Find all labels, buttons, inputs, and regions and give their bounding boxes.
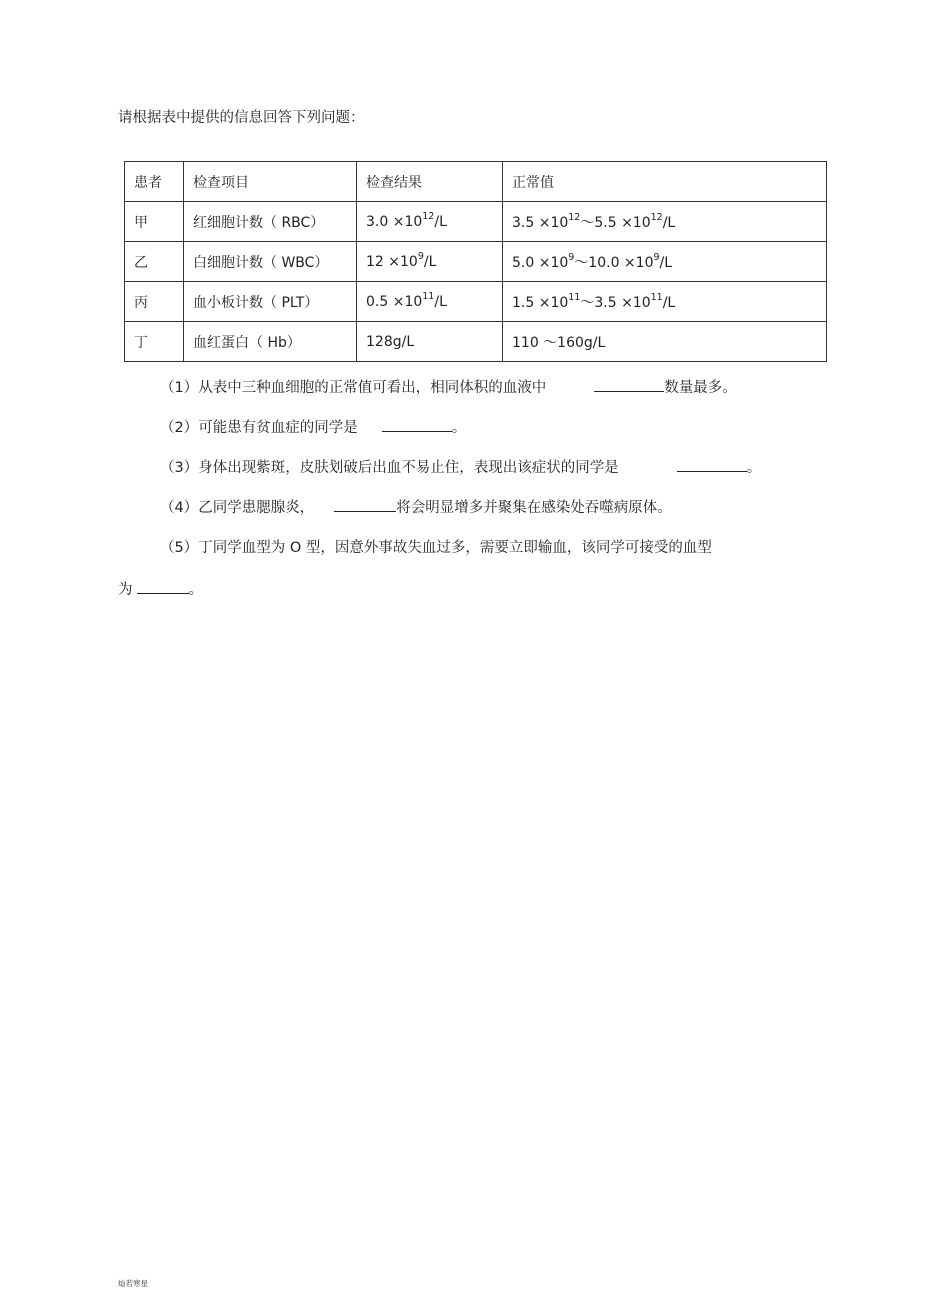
normal-unit: /L bbox=[662, 294, 676, 311]
normal-high-exponent: 12 bbox=[650, 211, 663, 223]
normal-low-base: 3.5 ×10 bbox=[512, 214, 569, 231]
result-exponent: 12 bbox=[422, 210, 435, 222]
normal-unit: /L bbox=[659, 254, 673, 271]
header-normal: 正常值 bbox=[503, 162, 827, 202]
normal-high-base: ～5.5 ×10 bbox=[580, 214, 651, 231]
result-cell: 128g/L bbox=[357, 322, 503, 362]
result-unit: /L bbox=[434, 293, 447, 310]
patient-cell: 乙 bbox=[125, 242, 184, 282]
normal-high-exponent: 9 bbox=[653, 251, 660, 263]
item-cell: 血红蛋白（ Hb） bbox=[184, 322, 357, 362]
normal-cell bbox=[503, 282, 827, 322]
result-unit: /L bbox=[423, 253, 437, 270]
answer-blank-2[interactable] bbox=[382, 416, 452, 432]
normal-low-exponent: 9 bbox=[568, 251, 575, 263]
normal-high-exponent: 11 bbox=[650, 291, 663, 303]
normal-cell bbox=[503, 242, 827, 282]
result-base: 0.5 ×10 bbox=[366, 293, 423, 310]
question-4: （4）乙同学患腮腺炎， 将会明显增多并聚集在感染处吞噬病原体。 bbox=[160, 496, 672, 518]
result-exponent: 9 bbox=[417, 250, 424, 262]
blood-test-table bbox=[124, 161, 827, 362]
result-cell bbox=[357, 202, 503, 242]
question-1: （1）从表中三种血细胞的正常值可看出，相同体积的血液中 数量最多。 bbox=[160, 376, 737, 398]
result-base: 3.0 ×10 bbox=[366, 213, 423, 230]
question-5-continued: 为 。 bbox=[118, 578, 203, 600]
result-unit: /L bbox=[434, 213, 447, 230]
answer-blank-3[interactable] bbox=[677, 456, 747, 472]
normal-high-base: ～3.5 ×10 bbox=[580, 294, 651, 311]
normal-low-exponent: 11 bbox=[568, 291, 581, 303]
patient-cell: 甲 bbox=[125, 202, 184, 242]
question-5: （5）丁同学血型为 O 型，因意外事故失血过多，需要立即输血，该同学可接受的血型 bbox=[160, 540, 712, 556]
table-row bbox=[125, 322, 827, 362]
result-exponent: 11 bbox=[422, 290, 435, 302]
normal-cell: 110 ～160g/L bbox=[503, 322, 827, 362]
answer-blank-5[interactable] bbox=[137, 578, 189, 594]
page-footer: 灿若寒星 bbox=[118, 1279, 148, 1288]
answer-blank-1[interactable] bbox=[594, 376, 664, 392]
answer-blank-4[interactable] bbox=[334, 496, 396, 512]
table-row bbox=[125, 242, 827, 282]
item-cell: 红细胞计数（ RBC） bbox=[184, 202, 357, 242]
question-2: （2）可能患有贫血症的同学是 。 bbox=[160, 416, 466, 438]
normal-high-base: ～10.0 ×10 bbox=[574, 254, 654, 271]
table-row bbox=[125, 282, 827, 322]
normal-cell bbox=[503, 202, 827, 242]
table-header-row bbox=[125, 162, 827, 202]
intro-text: 请根据表中提供的信息回答下列问题： bbox=[118, 110, 365, 126]
question-3: （3）身体出现紫斑，皮肤划破后出血不易止住，表现出该症状的同学是 。 bbox=[160, 456, 761, 478]
header-item: 检查项目 bbox=[184, 162, 357, 202]
item-cell: 白细胞计数（ WBC） bbox=[184, 242, 357, 282]
result-cell bbox=[357, 282, 503, 322]
normal-low-base: 5.0 ×10 bbox=[512, 254, 569, 271]
patient-cell: 丙 bbox=[125, 282, 184, 322]
table-row bbox=[125, 202, 827, 242]
result-base: 12 ×10 bbox=[366, 253, 418, 270]
normal-low-base: 1.5 ×10 bbox=[512, 294, 569, 311]
result-cell bbox=[357, 242, 503, 282]
normal-low-exponent: 12 bbox=[568, 211, 581, 223]
normal-unit: /L bbox=[662, 214, 676, 231]
header-patient: 患者 bbox=[125, 162, 184, 202]
patient-cell: 丁 bbox=[125, 322, 184, 362]
item-cell: 血小板计数（ PLT） bbox=[184, 282, 357, 322]
header-result: 检查结果 bbox=[357, 162, 503, 202]
